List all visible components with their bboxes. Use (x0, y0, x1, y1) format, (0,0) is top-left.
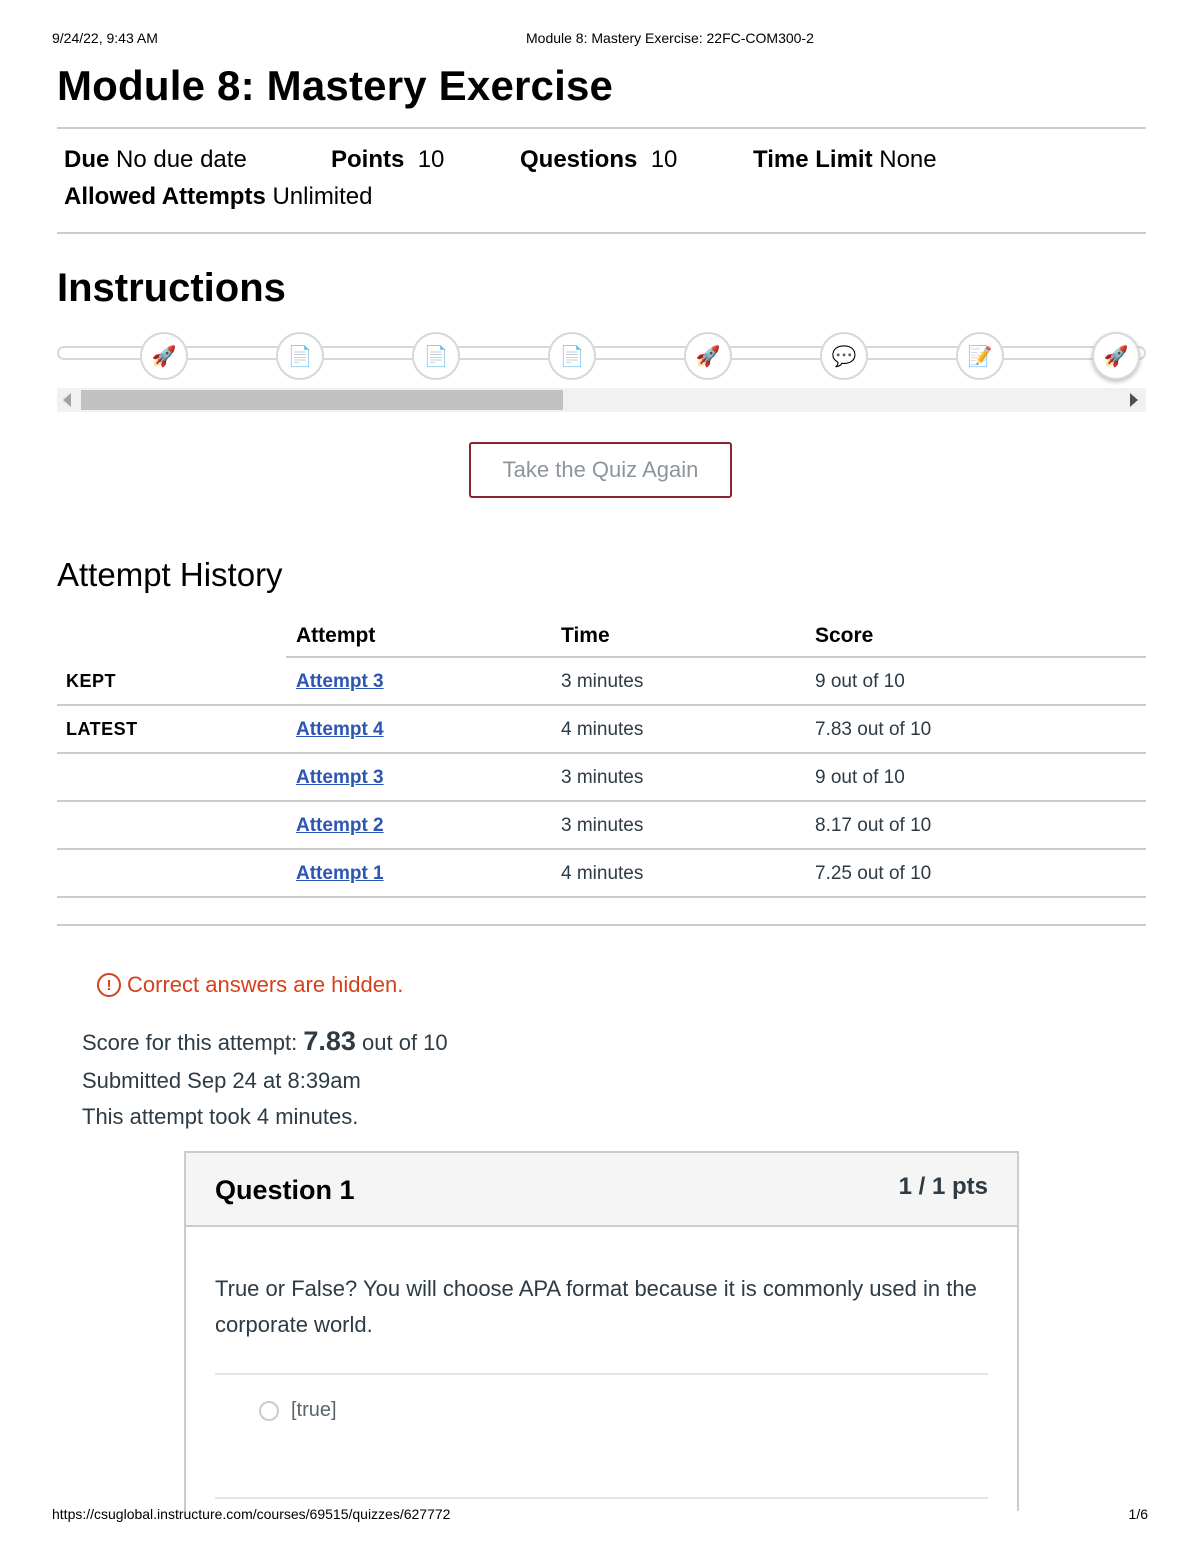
questions-label: Questions (520, 146, 638, 173)
alert-text: Correct answers are hidden. (127, 972, 404, 997)
attempt-score: 9 out of 10 (815, 767, 905, 788)
divider (57, 232, 1146, 234)
discussion-icon: 💬 (831, 345, 857, 368)
attempt-time: 3 minutes (561, 815, 644, 836)
submitted-time: Submitted Sep 24 at 8:39am (82, 1068, 361, 1093)
warning-icon: ! (97, 973, 121, 997)
step-document-icon[interactable] (276, 332, 324, 380)
attempt-score: 7.25 out of 10 (815, 863, 932, 884)
document-icon: 📄 (287, 345, 313, 368)
correct-answers-hidden-alert (97, 972, 403, 998)
attempt-time: 4 minutes (561, 863, 644, 884)
answer-divider (215, 1373, 988, 1375)
answer-option[interactable] (259, 1399, 337, 1422)
time-limit-label: Time Limit (753, 146, 873, 173)
rocket-icon: 🚀 (151, 345, 177, 368)
attempt-time: 4 minutes (561, 719, 644, 740)
print-doc-title: Module 8: Mastery Exercise: 22FC-COM300-2 (526, 30, 814, 46)
print-header (52, 30, 1148, 48)
radio-button[interactable] (259, 1401, 279, 1421)
divider (57, 127, 1146, 129)
attempts-label: Allowed Attempts (64, 183, 266, 210)
attempt-score: 8.17 out of 10 (815, 815, 932, 836)
print-date: 9/24/22, 9:43 AM (52, 30, 158, 46)
column-score: Score (815, 624, 874, 647)
divider (57, 924, 1146, 926)
step-rocket-icon-current[interactable] (1092, 332, 1140, 380)
attempt-time: 3 minutes (561, 671, 644, 692)
attempt-link[interactable]: Attempt 1 (296, 863, 384, 884)
attempt-time: 3 minutes (561, 767, 644, 788)
document-icon: 📄 (423, 345, 449, 368)
attempt-link[interactable]: Attempt 3 (296, 767, 384, 788)
attempt-link[interactable]: Attempt 3 (296, 671, 384, 692)
score-value: 7.83 (303, 1026, 356, 1056)
attempt-history-heading: Attempt History (57, 556, 283, 593)
due-label: Due (64, 146, 110, 173)
table-row (57, 706, 1146, 754)
scroll-thumb[interactable] (81, 390, 563, 410)
attempts-detail (64, 183, 373, 211)
print-footer (52, 1506, 1148, 1524)
attempt-duration: This attempt took 4 minutes. (82, 1104, 359, 1129)
table-row (57, 850, 1146, 898)
instructions-heading: Instructions (57, 266, 286, 310)
points-label: Points (331, 146, 405, 173)
due-value: No due date (116, 146, 247, 173)
attempt-score: 7.83 out of 10 (815, 719, 932, 740)
print-url: https://csuglobal.instructure.com/courses/69515/quizzes/627772 (52, 1506, 451, 1522)
column-time: Time (561, 624, 610, 647)
points-value: 10 (417, 146, 445, 173)
step-discussion-icon[interactable] (820, 332, 868, 380)
due-detail (64, 146, 247, 174)
question-title: Question 1 (215, 1175, 355, 1205)
quiz-icon: 📝 (967, 345, 993, 368)
kept-tag: KEPT (66, 671, 117, 691)
module-progress-track (57, 334, 1146, 374)
attempt-score-line (82, 1026, 448, 1057)
points-detail (331, 146, 444, 174)
step-rocket-icon[interactable] (684, 332, 732, 380)
step-rocket-icon[interactable] (140, 332, 188, 380)
question-card (184, 1151, 1019, 1511)
table-row (57, 802, 1146, 850)
answer-divider (215, 1497, 988, 1499)
questions-value: 10 (650, 146, 678, 173)
step-document-icon[interactable] (412, 332, 460, 380)
score-prefix: Score for this attempt: (82, 1030, 298, 1055)
question-text: True or False? You will choose APA format because it is commonly used in the corporate world. (215, 1276, 977, 1337)
latest-tag: LATEST (66, 719, 138, 739)
page-title: Module 8: Mastery Exercise (57, 62, 614, 109)
horizontal-scrollbar[interactable] (57, 388, 1146, 412)
table-header (57, 614, 1146, 658)
document-icon: 📄 (559, 345, 585, 368)
attempt-link[interactable]: Attempt 2 (296, 815, 384, 836)
attempt-score: 9 out of 10 (815, 671, 905, 692)
attempt-history-table (57, 614, 1146, 898)
step-document-icon[interactable] (548, 332, 596, 380)
column-attempt: Attempt (296, 624, 376, 647)
rocket-icon: 🚀 (695, 345, 721, 368)
time-limit-detail (753, 146, 937, 174)
questions-detail (520, 146, 677, 174)
page-number: 1/6 (1128, 1506, 1148, 1522)
scroll-right-arrow-icon[interactable] (1130, 393, 1138, 407)
table-row (57, 658, 1146, 706)
question-header (186, 1153, 1017, 1227)
time-limit-value: None (879, 146, 937, 173)
step-quiz-icon[interactable] (956, 332, 1004, 380)
attempts-value: Unlimited (272, 183, 373, 210)
answer-option-label: [true] (291, 1399, 337, 1421)
scroll-left-arrow-icon[interactable] (63, 393, 71, 407)
take-quiz-again-button[interactable]: Take the Quiz Again (469, 442, 732, 498)
attempt-link[interactable]: Attempt 4 (296, 719, 384, 740)
score-suffix: out of 10 (362, 1030, 448, 1055)
rocket-icon: 🚀 (1103, 345, 1129, 368)
question-points: 1 / 1 pts (898, 1173, 988, 1200)
table-row (57, 754, 1146, 802)
